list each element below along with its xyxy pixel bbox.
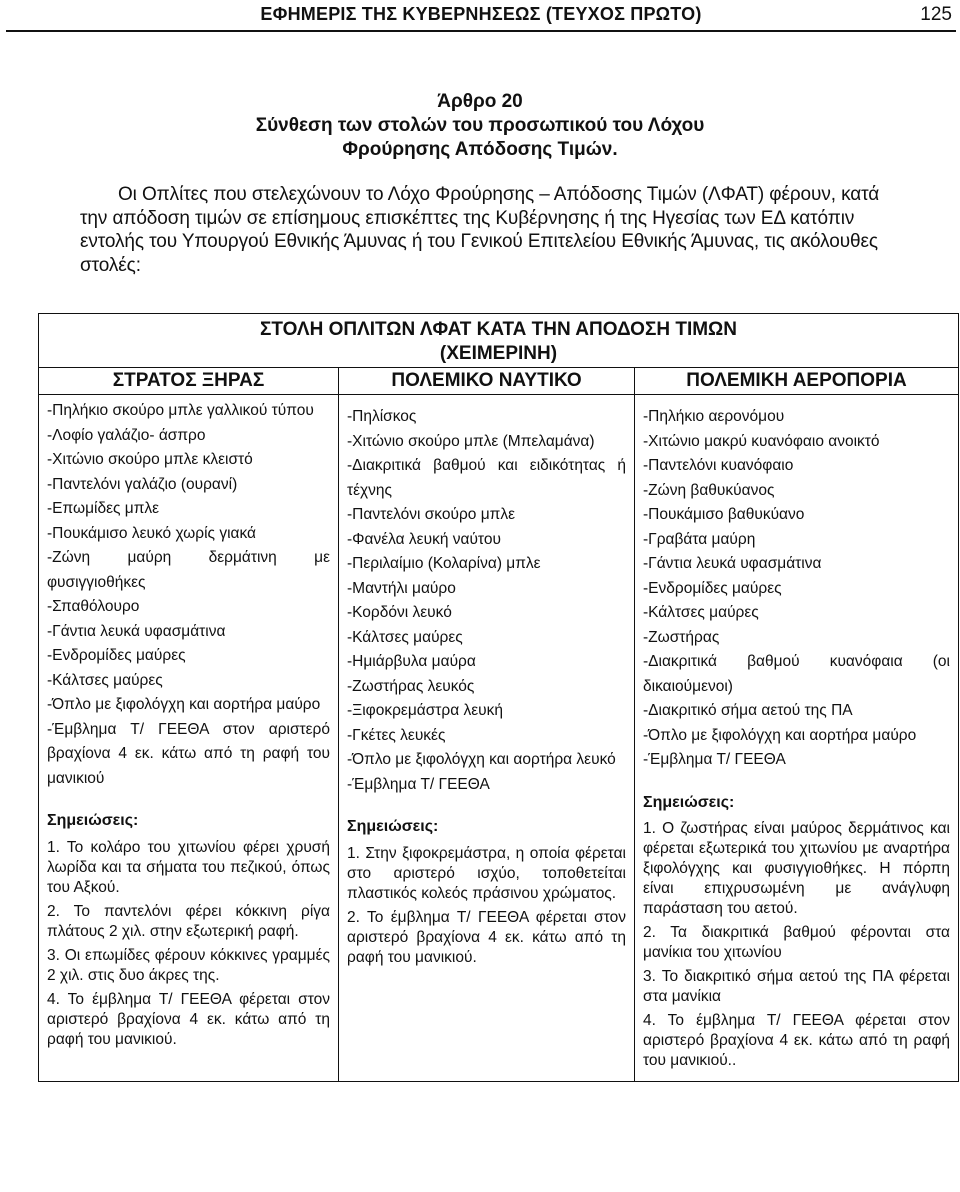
notes-heading: Σημειώσεις: (643, 793, 735, 811)
uniform-item: -Ενδρομίδες μαύρες (643, 579, 782, 597)
uniform-item: -Επωμίδες μπλε (47, 500, 160, 517)
uniform-item: -Περιλαίμιο (Κολαρίνα) μπλε (347, 555, 541, 572)
uniform-item: -Γάντια λευκά υφασμάτινα (47, 622, 226, 640)
article-number: Άρθρο 20 (437, 91, 523, 112)
uniform-item: -Παντελόνι σκούρο μπλε (347, 506, 515, 523)
uniform-item: -Πηλήκιο σκούρο μπλε γαλλικού τύπου (47, 402, 314, 419)
note-item: 3. Οι επωμίδες φέρουν κόκκινες γραμμές 2 χιλ. στις δυο άκρες της. (47, 946, 330, 984)
article-heading (0, 90, 960, 162)
navy-column (339, 395, 635, 1082)
uniform-item: -Μαντήλι μαύρο (347, 579, 456, 597)
uniform-item: -Πουκάμισο λευκό χωρίς γιακά (47, 524, 257, 542)
note-item: 2. Το παντελόνι φέρει κόκκινη ρίγα πλάτους 2 χιλ. στην εξωτερική ραφή. (47, 902, 330, 940)
notes-heading: Σημειώσεις: (347, 818, 439, 835)
uniform-item: -Κάλτσες μαύρες (47, 671, 163, 689)
uniform-item: -Διακριτικά βαθμού κυανόφαια (οι δικαιούμενοι) (643, 653, 950, 695)
uniform-item: -Έμβλημα Τ/ ΓΕΕΘΑ (643, 751, 786, 768)
table-title-line-2: (ΧΕΙΜΕΡΙΝΗ) (439, 343, 558, 364)
uniform-item: -Ενδρομίδες μαύρες (47, 647, 186, 664)
uniform-item: -Ξιφοκρεμάστρα λευκή (347, 702, 503, 719)
note-item: 4. Το έμβλημα Τ/ ΓΕΕΘΑ φέρεται στον αριστερό βραχίονα 4 εκ. κάτω από τη ραφή του μανικιού.. (643, 1012, 950, 1069)
uniform-item: -Σπαθόλουρο (47, 598, 140, 615)
uniform-item: -Διακριτικά βαθμού και ειδικότητας ή τέχνης (347, 457, 626, 499)
uniform-item: -Φανέλα λευκή ναύτου (347, 530, 501, 548)
uniform-item: -Κάλτσες μαύρες (347, 628, 463, 646)
uniform-item: -Πηλήκιο αερονόμου (643, 408, 785, 425)
column-header-air-force: ΠΟΛΕΜΙΚΗ ΑΕΡΟΠΟΡΙΑ (635, 368, 959, 395)
uniform-item: -Χιτώνιο σκούρο μπλε κλειστό (47, 451, 253, 468)
note-item: 1. Στην ξιφοκρεμάστρα, η οποία φέρεται στο αριστερό ισχύο, τοποθετείται πλαστικός κολεός πράσινου χρώματος. (347, 844, 626, 902)
uniform-item: -Γραβάτα μαύρη (643, 530, 756, 548)
uniform-item: -Ζώνη βαθυκύανος (643, 481, 775, 499)
article-title-line-1: Σύνθεση των στολών του προσωπικού του Λόχου (255, 115, 705, 136)
page-number: 125 (920, 4, 952, 25)
uniform-item: -Έμβλημα Τ/ ΓΕΕΘΑ στον αριστερό βραχίονα 4 εκ. κάτω από τη ραφή του μανικιού (47, 720, 330, 787)
uniform-item: -Παντελόνι γαλάζιο (ουρανί) (47, 475, 238, 493)
table-title (39, 314, 959, 368)
army-column (39, 395, 339, 1082)
uniform-item: -Παντελόνι κυανόφαιο (643, 457, 794, 474)
uniform-item: -Χιτώνιο μακρύ κυανόφαιο ανοικτό (643, 432, 880, 450)
note-item: 1. Το κολάρο του χιτωνίου φέρει χρυσή λωρίδα και τα σήματα του πεζικού, όπως του Αξκού. (47, 838, 330, 896)
intro-paragraph: Οι Οπλίτες που στελεχώνουν το Λόχο Φρούρησης – Απόδοσης Τιμών (ΛΦΑΤ) φέρουν, κατά την απόδοση τιμών σε επίσημους επισκέπτες της Κυβέρνησης ή της Ηγεσίας των ΕΔ κατόπιν εντολής του Υπουργού Εθνικής Άμυνας ή του Γενικού Επιτελείου Εθνικής Άμυνας, τις ακόλουθες στολές: (80, 184, 880, 276)
column-header-army: ΣΤΡΑΤΟΣ ΞΗΡΑΣ (39, 368, 339, 395)
uniform-item: -Ζωστήρας λευκός (347, 677, 475, 695)
uniform-item: -Χιτώνιο σκούρο μπλε (Μπελαμάνα) (347, 432, 595, 450)
page-header (6, 0, 956, 32)
note-item: 2. Τα διακριτικά βαθμού φέρονται στα μανίκια του χιτωνίου (643, 924, 950, 961)
air-force-column (635, 395, 959, 1082)
uniform-item: -Όπλο με ξιφολόγχη και αορτήρα μαύρο (47, 696, 321, 713)
note-item: 1. Ο ζωστήρας είναι μαύρος δερμάτινος και φέρεται εξωτερικά του χιτωνίου με αναρτήρα ξιφολόγχης και φυσιγγιοθήκες. Η πόρπη είναι επιχρυσωμένη με ανάγλυφη παράσταση του αετού. (643, 820, 950, 917)
article-title-line-2: Φρούρησης Απόδοσης Τιμών. (342, 139, 618, 160)
uniform-item: -Έμβλημα Τ/ ΓΕΕΘΑ (347, 775, 490, 793)
column-header-navy: ΠΟΛΕΜΙΚΟ ΝΑΥΤΙΚΟ (339, 368, 635, 395)
uniform-item: -Διακριτικό σήμα αετού της ΠΑ (643, 702, 853, 719)
notes-heading: Σημειώσεις: (47, 812, 139, 829)
uniform-item: -Ημιάρβυλα μαύρα (347, 653, 476, 670)
uniform-item: -Όπλο με ξιφολόγχη και αορτήρα λευκό (347, 751, 616, 768)
uniform-item: -Πουκάμισο βαθυκύανο (643, 506, 805, 523)
uniform-item: -Ζωστήρας (643, 628, 720, 646)
uniform-item: -Όπλο με ξιφολόγχη και αορτήρα μαύρο (643, 726, 917, 744)
uniform-item: -Γάντια λευκά υφασμάτινα (643, 555, 822, 572)
uniform-item: -Πηλίσκος (347, 408, 417, 425)
gazette-title: ΕΦΗΜΕΡΙΣ ΤΗΣ ΚΥΒΕΡΝΗΣΕΩΣ (ΤΕΥΧΟΣ ΠΡΩΤΟ) (260, 4, 702, 24)
note-item: 3. Το διακριτικό σήμα αετού της ΠΑ φέρεται στα μανίκια (643, 968, 950, 1005)
note-item: 2. Το έμβλημα Τ/ ΓΕΕΘΑ φέρεται στον αριστερό βραχίονα 4 εκ. κάτω από τη ραφή του μανικιού. (347, 908, 626, 966)
uniform-item: -Ζώνη μαύρη δερμάτινη με φυσιγγιοθήκες (47, 549, 330, 591)
uniform-item: -Κορδόνι λευκό (347, 604, 452, 621)
uniform-item: -Κάλτσες μαύρες (643, 604, 759, 621)
note-item: 4. Το έμβλημα Τ/ ΓΕΕΘΑ φέρεται στον αριστερό βραχίονα 4 εκ. κάτω από τη ραφή του μανικιού. (47, 990, 330, 1048)
uniform-item: -Λοφίο γαλάζιο- άσπρο (47, 426, 206, 444)
uniform-table (38, 313, 959, 1082)
uniform-item: -Γκέτες λευκές (347, 726, 446, 744)
table-title-line-1: ΣΤΟΛΗ ΟΠΛΙΤΩΝ ΛΦΑΤ ΚΑΤΑ ΤΗΝ ΑΠΟΔΟΣΗ ΤΙΜΩΝ (259, 319, 738, 340)
